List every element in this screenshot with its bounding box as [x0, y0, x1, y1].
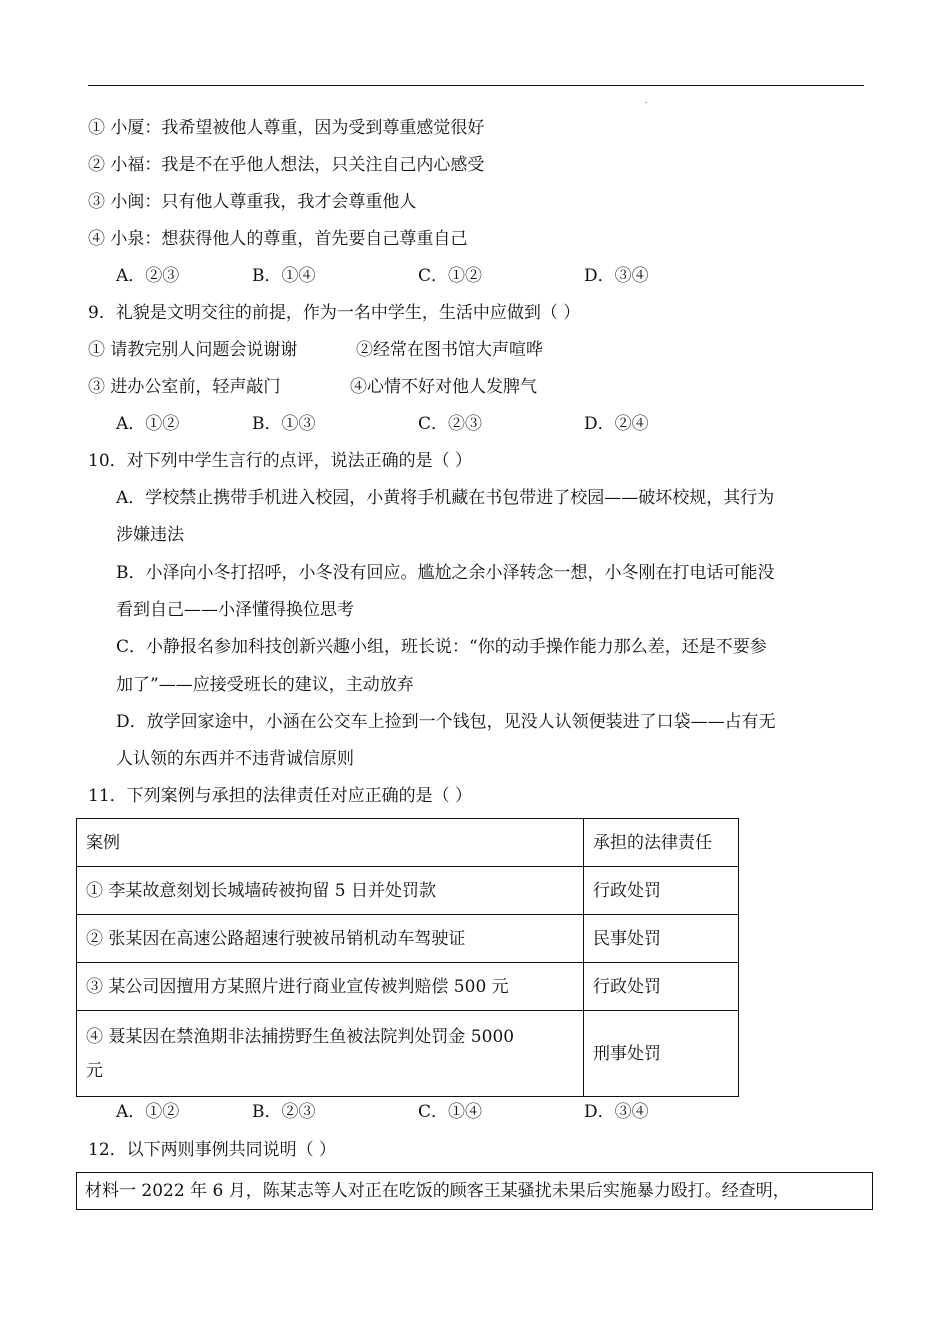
q9-statement-1: ① 请教完别人问题会说谢谢	[88, 340, 298, 360]
q8-option-a: A．②③	[116, 266, 180, 286]
q10-choice-b-line2: 看到自己——小泽懂得换位思考	[116, 600, 354, 620]
table-row	[77, 915, 739, 963]
table-cell-case-line2: 元	[86, 1060, 103, 1081]
q11-stem: 11．下列案例与承担的法律责任对应正确的是（ ）	[88, 786, 473, 806]
q10-choice-c-line1: C．小静报名参加科技创新兴趣小组，班长说：“你的动手操作能力那么差，还是不要参	[116, 637, 767, 657]
q12-material-text: 材料一 2022 年 6 月，陈某志等人对正在吃饭的顾客王某骚扰未果后实施暴力殴打。经查明，	[85, 1181, 790, 1201]
q10-choice-d-line2: 人认领的东西并不违背诚信原则	[116, 749, 354, 769]
q9-option-b: B．①③	[252, 414, 316, 434]
q10-choice-a-line2: 涉嫌违法	[116, 525, 184, 545]
table-header-row	[77, 819, 739, 867]
q12-stem: 12．以下两则事例共同说明（ ）	[88, 1140, 337, 1160]
table-cell-case	[77, 1011, 584, 1097]
q10-choice-c-line2: 加了”——应接受班长的建议，主动放弃	[116, 675, 414, 695]
q11-option-d: D．③④	[584, 1102, 649, 1122]
table-cell-liability: 行政处罚	[584, 867, 739, 915]
header-rule	[88, 85, 864, 86]
q10-choice-d-line1: D．放学回家途中，小涵在公交车上捡到一个钱包，见没人认领便装进了口袋——占有无	[116, 712, 776, 732]
q8-statement-4: ④ 小泉：想获得他人的尊重，首先要自己尊重自己	[88, 229, 468, 249]
q9-statement-4: ④心情不好对他人发脾气	[350, 377, 537, 397]
q9-statement-2: ②经常在图书馆大声喧哗	[356, 340, 543, 360]
q11-option-a: A．①②	[116, 1102, 180, 1122]
q11-option-b: B．②③	[252, 1102, 316, 1122]
q10-choice-b-line1: B．小泽向小冬打招呼，小冬没有回应。尴尬之余小泽转念一想，小冬刚在打电话可能没	[116, 563, 775, 583]
table-row	[77, 867, 739, 915]
q10-choice-a-line1: A．学校禁止携带手机进入校园，小黄将手机藏在书包带进了校园——破坏校规，其行为	[116, 488, 775, 508]
table-cell-liability: 刑事处罚	[584, 1011, 739, 1097]
table-cell-case: ③ 某公司因擅用方某照片进行商业宣传被判赔偿 500 元	[77, 963, 584, 1011]
table-cell-case-line1: ④ 聂某因在禁渔期非法捕捞野生鱼被法院判处罚金 5000	[86, 1026, 515, 1047]
q9-statement-3: ③ 进办公室前，轻声敲门	[88, 377, 281, 397]
q8-statement-3: ③ 小闽：只有他人尊重我，我才会尊重他人	[88, 192, 417, 212]
table-cell-case: ② 张某因在高速公路超速行驶被吊销机动车驾驶证	[77, 915, 584, 963]
q8-option-b: B．①④	[252, 266, 316, 286]
q9-stem: 9．礼貌是文明交往的前提，作为一名中学生，生活中应做到（ ）	[88, 303, 581, 323]
q8-statement-2: ② 小福：我是不在乎他人想法，只关注自己内心感受	[88, 155, 485, 175]
table-header-case: 案例	[77, 819, 584, 867]
table-cell-liability: 民事处罚	[584, 915, 739, 963]
table-row	[77, 1011, 739, 1097]
q10-stem: 10．对下列中学生言行的点评，说法正确的是（ ）	[88, 451, 473, 471]
q8-statement-1: ① 小厦：我希望被他人尊重，因为受到尊重感觉很好	[88, 118, 485, 138]
q9-option-d: D．②④	[584, 414, 649, 434]
q9-option-c: C．②③	[418, 414, 483, 434]
q12-material-box	[76, 1172, 873, 1210]
q11-case-table	[76, 818, 739, 1097]
table-cell-liability: 行政处罚	[584, 963, 739, 1011]
q11-option-c: C．①④	[418, 1102, 483, 1122]
q8-option-d: D．③④	[584, 266, 649, 286]
q9-option-a: A．①②	[116, 414, 180, 434]
table-header-liability: 承担的法律责任	[584, 819, 739, 867]
table-row	[77, 963, 739, 1011]
q8-option-c: C．①②	[418, 266, 483, 286]
header-dot: .	[645, 96, 648, 105]
table-cell-case: ① 李某故意刻划长城墙砖被拘留 5 日并处罚款	[77, 867, 584, 915]
